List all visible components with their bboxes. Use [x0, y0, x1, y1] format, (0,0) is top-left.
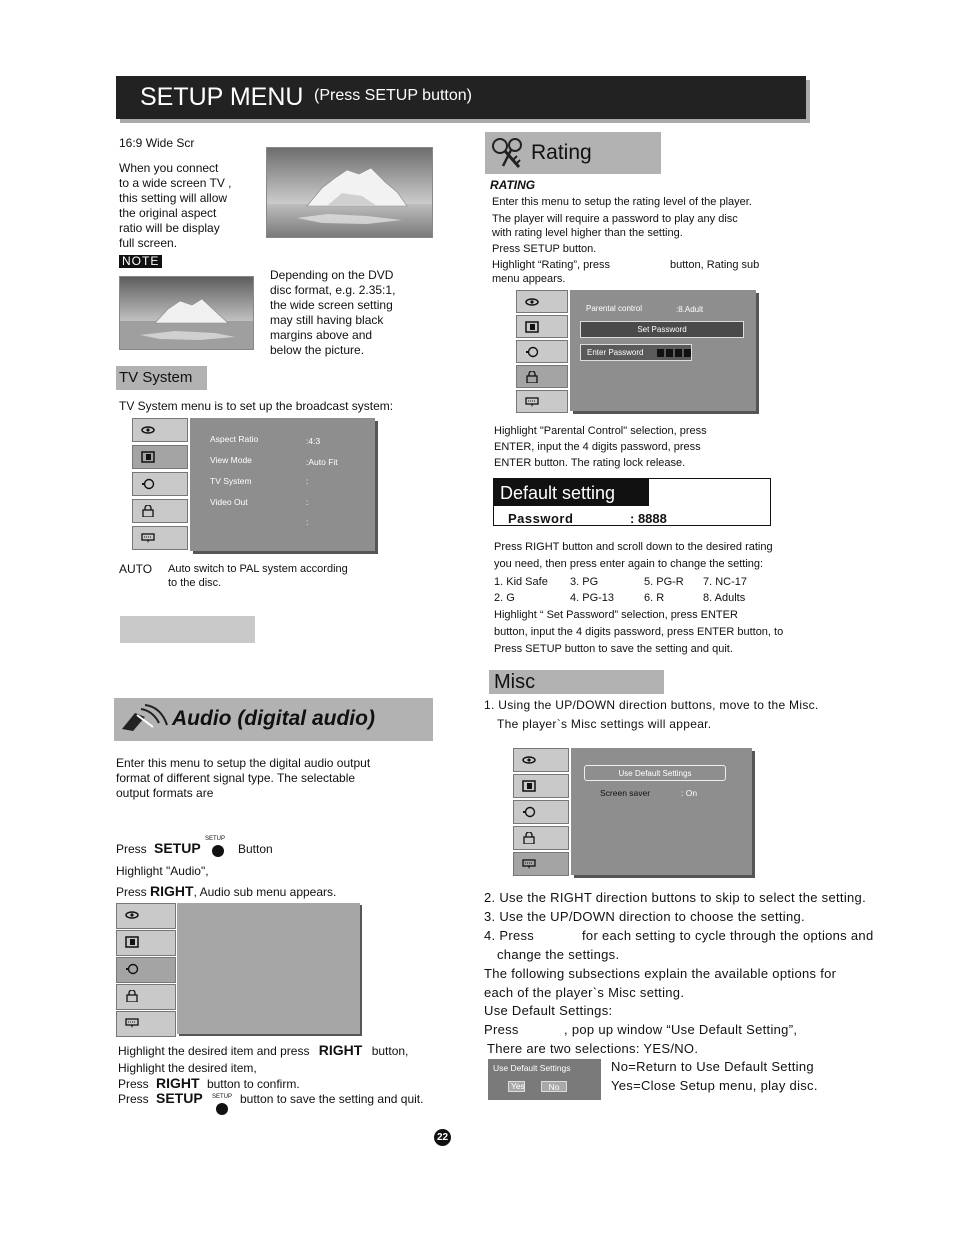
settings-icon: [125, 1017, 139, 1029]
misc-press-a: Press: [484, 1022, 519, 1037]
rating-intro-2: The player will require a password to play any disc: [492, 213, 738, 225]
menu-value-tv-system: :: [306, 476, 309, 486]
password-value: : 8888: [630, 511, 667, 526]
misc-step-4b: for each setting to cycle through the options and: [582, 928, 874, 943]
use-default-heading: Use Default Settings:: [484, 1003, 613, 1018]
no-description: No=Return to Use Default Setting: [611, 1059, 814, 1074]
rating-intro-4: Press SETUP button.: [492, 243, 597, 255]
note-text: Depending on the DVD disc format, e.g. 2.35:1, the wide screen setting may still having black margins above and below the picture.: [270, 268, 396, 357]
tv-system-menu-screen: [132, 418, 375, 553]
auto-label: AUTO: [119, 562, 153, 576]
menu-label-tv-system[interactable]: TV System: [210, 476, 252, 486]
tv-icon: [525, 321, 539, 333]
menu-value-video-out: :: [306, 497, 309, 507]
misc-press-b: , pop up window “Use Default Setting”,: [564, 1022, 798, 1037]
menu-tab-audio[interactable]: [516, 340, 568, 363]
default-setting-title-bar: Default setting: [494, 479, 649, 506]
menu-value-view-mode: :Auto Fit: [306, 457, 338, 467]
audio-step-4-setup: SETUP: [156, 1090, 203, 1106]
setup-label-small: SETUP: [205, 836, 226, 842]
rating-menu-screen: [516, 290, 756, 412]
popup-no-button[interactable]: No: [541, 1081, 567, 1092]
rating-level-7: 7. NC-17: [703, 576, 748, 588]
set-password-1: Highlight “ Set Password” selection, press ENTER: [494, 609, 738, 621]
setup-key: SETUP: [154, 840, 201, 856]
press-right-1: Press RIGHT button and scroll down to the desired rating: [494, 541, 773, 553]
misc-step-4c: change the settings.: [497, 947, 620, 962]
menu-value-aspect-ratio: :4:3: [306, 436, 321, 446]
misc-options-panel: [571, 748, 752, 875]
menu-tab-video[interactable]: [516, 315, 568, 338]
misc-sub-2: each of the player`s Misc setting.: [484, 985, 685, 1000]
speaker-icon: [125, 963, 139, 975]
menu-label-aspect-ratio[interactable]: Aspect Ratio: [210, 434, 259, 444]
set-password-3: Press SETUP button to save the setting and quit.: [494, 643, 733, 655]
settings-icon: [141, 532, 155, 544]
use-default-popup: [488, 1059, 601, 1100]
note-badge: NOTE: [119, 255, 162, 268]
two-selections: There are two selections: YES/NO.: [487, 1041, 699, 1056]
eye-icon: [141, 424, 155, 436]
misc-step-4a: 4. Press: [484, 928, 535, 943]
rating-subheading: RATING: [490, 178, 536, 192]
screen-saver-value: : On: [681, 788, 698, 798]
audio-menu-screen: [116, 903, 360, 1038]
rating-level-2: 2. G: [494, 592, 515, 604]
menu-tab-rating[interactable]: [116, 984, 176, 1010]
tv-system-intro: TV System menu is to set up the broadcast system:: [119, 399, 394, 413]
set-password-button[interactable]: Set Password: [580, 321, 744, 338]
lock-icon: [522, 832, 536, 844]
blank-bar: [120, 616, 255, 643]
enter-password-field[interactable]: Enter Password: [580, 344, 692, 361]
menu-tab-general[interactable]: [116, 903, 176, 929]
menu-tab-general[interactable]: [516, 290, 568, 313]
speaker-icon: [141, 478, 155, 490]
lock-icon: [125, 990, 139, 1002]
tv-icon: [522, 780, 536, 792]
setup-button-dot: [212, 845, 224, 857]
menu-tab-general[interactable]: [132, 418, 188, 442]
popup-yes-label: Yes: [511, 1081, 525, 1091]
password-label: Password: [508, 511, 574, 526]
rating-level-1: 1. Kid Safe: [494, 576, 548, 588]
popup-title: Use Default Settings: [493, 1063, 571, 1073]
menu-tab-rating[interactable]: [516, 365, 568, 388]
keys-icon: [489, 136, 527, 170]
lock-icon: [141, 505, 155, 517]
menu-tab-rating[interactable]: [132, 499, 188, 523]
misc-sub-1: The following subsections explain the available options for: [484, 966, 837, 981]
menu-tab-audio[interactable]: [132, 472, 188, 496]
parental-control-label[interactable]: Parental control: [586, 304, 643, 313]
audio-intro: Enter this menu to setup the digital audio output format of different signal type. The selectable output formats are: [116, 756, 371, 800]
setup-button-dot-2: [216, 1103, 228, 1115]
menu-label-video-out[interactable]: Video Out: [210, 497, 248, 507]
speaker-icon: [525, 346, 539, 358]
lock-icon: [525, 371, 539, 383]
audio-heading: Audio (digital audio): [114, 698, 433, 741]
menu-tab-misc[interactable]: [116, 1011, 176, 1037]
press-text: Press: [116, 842, 147, 856]
audio-options-panel: [177, 903, 360, 1034]
rating-options-panel: [570, 290, 756, 411]
rating-after-2: ENTER, input the 4 digits password, press: [494, 441, 701, 453]
iceberg-photo-wide: [266, 147, 433, 238]
misc-step-1b: The player`s Misc settings will appear.: [497, 717, 712, 731]
audio-step-1: Highlight the desired item and press RIGHT button,: [118, 1042, 409, 1058]
misc-heading: Misc: [489, 670, 664, 694]
speaker-icon: [522, 806, 536, 818]
audio-step-2: Highlight the desired item,: [118, 1061, 257, 1075]
header-subtitle: (Press SETUP button): [314, 87, 472, 104]
rating-level-5: 5. PG-R: [644, 576, 684, 588]
menu-tab-audio[interactable]: [513, 800, 569, 824]
rating-level-8: 8. Adults: [703, 592, 746, 604]
settings-icon: [525, 396, 539, 408]
highlight-audio: Highlight "Audio",: [116, 864, 209, 878]
speaker-waves-icon: [119, 703, 169, 735]
misc-step-2: 2. Use the RIGHT direction buttons to skip to select the setting.: [484, 890, 866, 905]
wide-body: When you connect to a wide screen TV , this setting will allow the original aspect ratio will be display full screen.: [119, 161, 232, 250]
rating-after-3: ENTER button. The rating lock release.: [494, 457, 686, 469]
rating-level-6: 6. R: [644, 592, 665, 604]
rating-highlight-b: button, Rating sub: [670, 259, 760, 271]
misc-step-3: 3. Use the UP/DOWN direction to choose the setting.: [484, 909, 805, 924]
menu-value-blank: :: [306, 517, 309, 527]
menu-tab-video[interactable]: [132, 445, 188, 469]
settings-icon: [522, 858, 536, 870]
rating-level-4: 4. PG-13: [570, 592, 615, 604]
menu-tab-misc[interactable]: [132, 526, 188, 550]
misc-menu-screen: [513, 748, 752, 876]
audio-step-4-setup-small: SETUP: [212, 1094, 233, 1100]
menu-tab-video[interactable]: [116, 930, 176, 956]
menu-tab-video[interactable]: [513, 774, 569, 798]
rating-heading: Rating: [485, 132, 661, 174]
audio-step-4-rest: button to save the setting and quit.: [240, 1092, 424, 1106]
yes-description: Yes=Close Setup menu, play disc.: [611, 1078, 818, 1093]
audio-step-3: Press RIGHT button to confirm.: [118, 1075, 300, 1091]
default-setting-box: [493, 478, 771, 526]
eye-icon: [522, 754, 536, 766]
rating-level-3: 3. PG: [570, 576, 599, 588]
rating-after-1: Highlight "Parental Control" selection, press: [494, 425, 707, 437]
rating-intro-1: Enter this menu to setup the rating level of the player.: [492, 196, 752, 208]
menu-tab-misc[interactable]: [513, 852, 569, 876]
menu-tab-audio[interactable]: [116, 957, 176, 983]
menu-label-view-mode[interactable]: View Mode: [210, 455, 252, 465]
menu-tab-general[interactable]: [513, 748, 569, 772]
audio-step-4-press: Press: [118, 1092, 149, 1106]
set-password-2: button, input the 4 digits password, press ENTER button, to: [494, 626, 784, 638]
page-number: 22: [434, 1129, 451, 1146]
eye-icon: [525, 296, 539, 308]
misc-step-1a: 1. Using the UP/DOWN direction buttons, move to the Misc.: [484, 698, 819, 712]
tv-system-options-panel: [190, 418, 375, 551]
screen-saver-label[interactable]: Screen saver: [600, 788, 651, 798]
button-word: Button: [238, 842, 273, 856]
rating-intro-3: with rating level higher than the setting.: [492, 227, 683, 239]
tv-icon: [141, 451, 155, 463]
parental-control-value: :8.Adult: [676, 305, 704, 314]
iceberg-photo-letterbox: [119, 276, 254, 350]
press-right-2: you need, then press enter again to change the setting:: [494, 558, 764, 570]
menu-tab-misc[interactable]: [516, 390, 568, 413]
rating-highlight-c: menu appears.: [492, 273, 566, 285]
page-header: [116, 76, 806, 119]
tv-icon: [125, 936, 139, 948]
auto-description: Auto switch to PAL system according to the disc.: [168, 563, 348, 589]
header-title: SETUP MENU: [140, 83, 304, 111]
tv-system-heading: TV System: [116, 366, 207, 390]
eye-icon: [125, 909, 139, 921]
menu-tab-rating[interactable]: [513, 826, 569, 850]
press2-text: Press RIGHT, Audio sub menu appears.: [116, 883, 337, 899]
use-default-settings-button[interactable]: Use Default Settings: [584, 765, 726, 781]
rating-highlight-a: Highlight “Rating”, press: [492, 259, 610, 271]
wide-heading: 16:9 Wide Scr: [119, 136, 195, 150]
